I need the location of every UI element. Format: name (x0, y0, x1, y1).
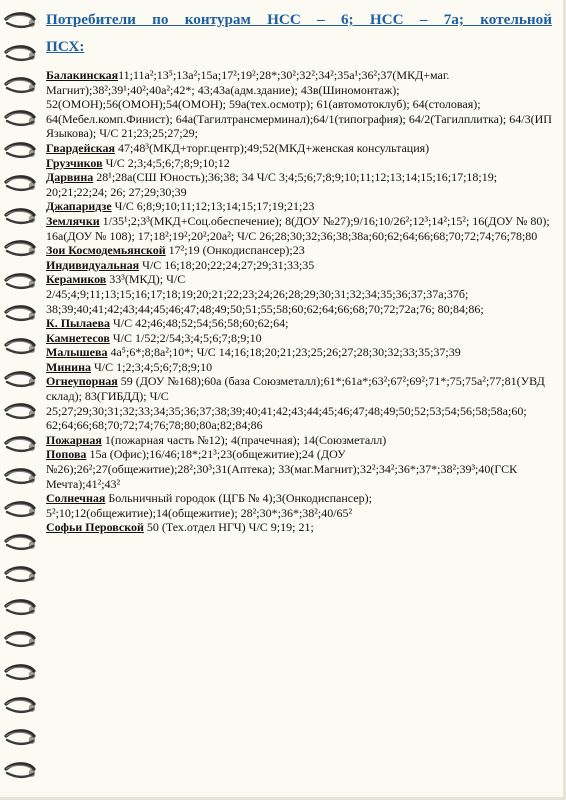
binding-ring (4, 662, 38, 686)
binding-ring (4, 760, 38, 784)
binding-ring (4, 499, 38, 523)
street-name: Джапаридзе (46, 199, 112, 214)
street-addresses: 59 (ДОУ №168);60а (база Союзметалл);61*;61а*;63²;67²;69²;71*;75;75а²;77;81(УВД склад); 83(ГИБДД); Ч/С 25;27;29;30;31;32;33;34;35;36;37;38;39;40;41;42;43;44;45;46;47;48;49;50;52;53;54;56;58;58а;60; 62;64;66;68;70;72;74;76;78;80;80а;82;84;86 (46, 374, 545, 433)
binding-ring (4, 727, 38, 751)
street-name: Огнеупорная (46, 374, 118, 389)
street-entry (46, 272, 552, 316)
street-name: Зои Космодемьянской (46, 243, 166, 258)
spiral-binding (0, 0, 44, 800)
street-addresses: Ч/С 1/52;2/54;3;4;5;6;7;8;9;10 (109, 330, 262, 345)
street-addresses: 50 (Тех.отдел НГЧ) Ч/С 9;19; 21; (143, 520, 314, 535)
binding-ring (4, 434, 38, 458)
street-entry (46, 199, 552, 214)
binding-ring (4, 695, 38, 719)
street-name: Малышева (46, 345, 108, 360)
street-list (46, 68, 552, 535)
document-title: Потребители по контурам НСС – 6; НСС – 7а; котельной (46, 11, 552, 28)
binding-ring (4, 401, 38, 425)
street-entry (46, 491, 552, 520)
street-name: Керамиков (46, 272, 107, 287)
binding-ring (4, 466, 38, 490)
binding-ring (4, 564, 38, 588)
binding-ring (4, 369, 38, 393)
binding-ring (4, 597, 38, 621)
street-addresses: 28¹;28а(СШ Юность);36;38; 34 Ч/С 3;4;5;6;7;8;9;10;11;12;13;14;15;16;17;18;19; 20;21;22;24; 26; 27;29;30;39 (46, 170, 498, 199)
street-entry (46, 360, 552, 375)
street-entry (46, 374, 552, 432)
street-addresses: 15а (Офис);16/46;18*;21³;23(общежитие);24 (ДОУ №26);26²;27(общежитие);28²;30³;31(Аптека); 33(маг.Магнит);32²;34²;36*;37*;38²;39³;40(ГСК Мечта);41²;43² (46, 447, 518, 491)
street-addresses: Больничный городок (ЦГБ № 4);3(Онкодиспансер); 5²;10;12(общежитие);14(общежитие); 28²;30*;36*;38²;40/65² (46, 491, 372, 520)
binding-ring (4, 140, 38, 164)
binding-ring (4, 43, 38, 67)
street-entry (46, 331, 552, 346)
street-addresses: Ч/С 16;18;20;22;24;27;29;31;33;35 (139, 257, 315, 272)
binding-ring (4, 271, 38, 295)
street-addresses: Ч/С 1;2;3;4;5;6;7;8;9;10 (90, 359, 213, 374)
street-entry (46, 243, 552, 258)
binding-ring (4, 336, 38, 360)
document-content (46, 6, 552, 535)
document-title-continued: ПСХ: (46, 38, 85, 55)
binding-ring (4, 206, 38, 230)
street-entry (46, 520, 552, 535)
binding-ring (4, 303, 38, 327)
binding-ring (4, 10, 38, 34)
street-name: Камнетесов (46, 330, 110, 345)
street-addresses: 47;48³(МКД+торг.центр);49;52(МКД+женская консультация) (115, 140, 430, 155)
street-addresses: 4а⁵;6*;8;8а²;10*; Ч/С 14;16;18;20;21;23;25;26;27;28;30;32;33;35;37;39 (107, 345, 461, 360)
street-name: Софьи Перовской (46, 520, 144, 535)
street-entry (46, 447, 552, 491)
street-addresses: 1(пожарная часть №12); 4(прачечная); 14(Союзметалл) (101, 432, 387, 447)
street-addresses: 11;11а²;13⁵;13а²;15а;17²;19²;28*;30²;32²;34²;35а¹;36²;37(МКД+маг. Магнит);38²;39¹;40²;40а²;42*; 43;43а(адм.здание); 43в(Шиномонтаж); 52(ОМОН);56(ОМОН);54(ОМОН); 59а(тех.осмотр); 61(автомотоклуб); 64(столовая); 64(Мебел.комп.Финист); 64а(Тагилтрансмерминал);64/1(типография); 64/2(Тагилплитка); 64/3(ИП Языкова); Ч/С 21;23;25;27;29; (46, 68, 552, 141)
street-entry (46, 170, 552, 199)
street-entry (46, 316, 552, 331)
street-name: К. Пылаева (46, 316, 110, 331)
street-entry (46, 258, 552, 273)
street-addresses: 17²;19 (Онкодиспансер);23 (165, 243, 305, 258)
street-name: Минина (46, 359, 91, 374)
street-name: Грузчиков (46, 155, 103, 170)
street-addresses: Ч/С 6;8;9;10;11;12;13;14;15;17;19;21;23 (111, 199, 315, 214)
street-name: Землячки (46, 213, 100, 228)
street-entry (46, 141, 552, 156)
street-name: Попова (46, 447, 87, 462)
street-name: Балакинская (46, 68, 119, 82)
street-name: Индивидуальная (46, 257, 140, 272)
street-addresses: Ч/С 2;3;4;5;6;7;8;9;10;12 (102, 155, 230, 170)
street-entry (46, 433, 552, 448)
street-entry (46, 214, 552, 243)
binding-ring (4, 75, 38, 99)
street-addresses: 33³(МКД); Ч/С 2/45;4;9;11;13;15;16;17;18;19;20;21;22;23;24;26;28;29;30;31;32;34;35;36;37;37а;37б; 38;39;40;41;42;43;44;45;46;47;48;49;50;51;55;58;60;62;64;66;68;70;72;72а;76; 80;84;86; (46, 272, 484, 316)
street-entry (46, 68, 552, 141)
binding-ring (4, 629, 38, 653)
street-addresses: 1/35¹;2;3³(МКД+Соц.обеспечение); 8(ДОУ №27);9/16;10/26²;12³;14²;15²; 16(ДОУ № 80); 16а(ДОУ № 108); 17;18²;19²;20²;20а²; Ч/С 26;28;30;32;36;38;38а;60;62;64;66;68;70;72;74;76;78;80 (46, 213, 550, 243)
street-name: Дарвина (46, 170, 94, 185)
street-entry (46, 345, 552, 360)
binding-ring (4, 173, 38, 197)
street-name: Пожарная (46, 432, 102, 447)
street-addresses: Ч/С 42;46;48;52;54;56;58;60;62;64; (109, 316, 289, 331)
binding-ring (4, 238, 38, 262)
street-name: Солнечная (46, 491, 106, 506)
binding-ring (4, 532, 38, 556)
street-name: Гвардейская (46, 140, 116, 155)
street-entry (46, 156, 552, 171)
binding-ring (4, 108, 38, 132)
